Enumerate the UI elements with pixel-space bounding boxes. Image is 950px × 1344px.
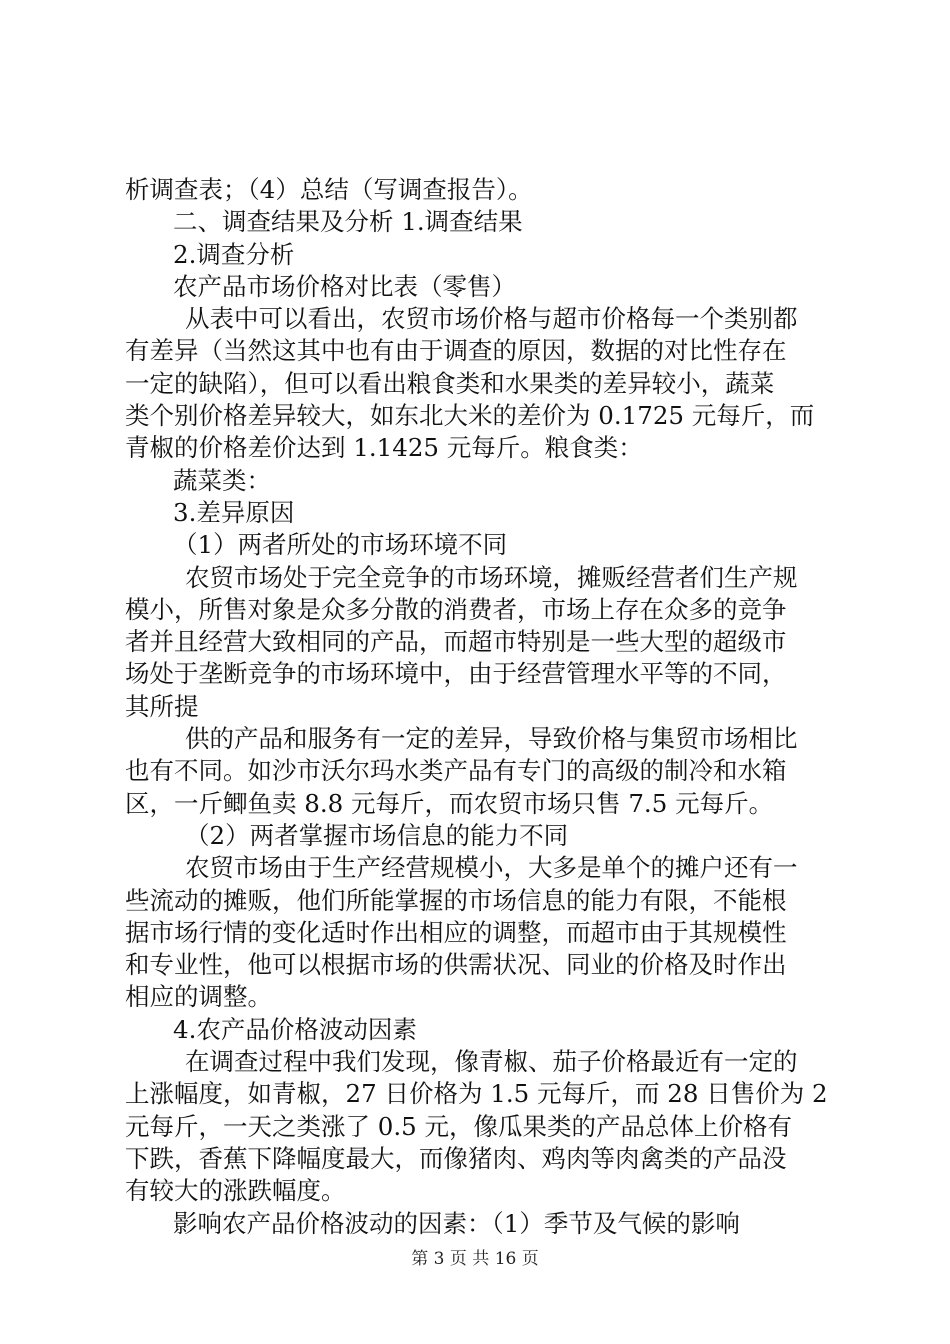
text-line: 类个别价格差异较大，如东北大米的差价为 0.1725 元每斤，而 — [125, 401, 815, 431]
text-line: 青椒的价格差价达到 1.1425 元每斤。粮食类： — [125, 433, 643, 463]
text-line: 据市场行情的变化适时作出相应的调整，而超市由于其规模性 — [125, 917, 787, 947]
text-line: 者并且经营大致相同的产品，而超市特别是一些大型的超级市 — [125, 627, 787, 657]
text-line: 农贸市场处于完全竞争的市场环境，摊贩经营者们生产规 — [185, 562, 798, 592]
text-line: 下跌，香蕉下降幅度最大，而像猪肉、鸡肉等肉禽类的产品没 — [125, 1143, 787, 1173]
text-line: 析调查表；（4）总结（写调查报告）。 — [125, 175, 533, 204]
text-line: 二、调查结果及分析 1.调查结果 — [173, 207, 523, 237]
text-line: 其所提 — [125, 691, 199, 721]
text-line: 相应的调整。 — [125, 982, 272, 1012]
text-line: 也有不同。如沙市沃尔玛水类产品有专门的高级的制冷和水箱 — [125, 756, 787, 786]
text-line: 4.农产品价格波动因素 — [173, 1014, 417, 1044]
text-line: 场处于垄断竞争的市场环境中，由于经营管理水平等的不同， — [125, 659, 787, 689]
page-footer: 第 3 页 共 16 页 — [411, 1249, 539, 1269]
text-line: 在调查过程中我们发现，像青椒、茄子价格最近有一定的 — [185, 1047, 798, 1077]
text-line: 2.调查分析 — [173, 239, 295, 269]
text-line: 供的产品和服务有一定的差异，导致价格与集贸市场相比 — [185, 724, 798, 754]
text-line: 模小，所售对象是众多分散的消费者，市场上存在众多的竞争 — [125, 594, 787, 624]
document-body — [125, 174, 835, 1240]
text-line: 和专业性，他可以根据市场的供需状况、同业的价格及时作出 — [125, 950, 787, 980]
text-line: 从表中可以看出，农贸市场价格与超市价格每一个类别都 — [185, 304, 798, 334]
text-line: 农贸市场由于生产经营规模小，大多是单个的摊户还有一 — [185, 853, 798, 883]
text-line: 上涨幅度，如青椒，27 日价格为 1.5 元每斤，而 28 日售价为 2 — [125, 1079, 828, 1109]
text-line: （1）两者所处的市场环境不同 — [173, 530, 508, 560]
text-line: 有较大的涨跌幅度。 — [125, 1176, 346, 1206]
text-line: （2）两者掌握市场信息的能力不同 — [185, 820, 569, 850]
text-line: 元每斤，一天之类涨了 0.5 元，像瓜果类的产品总体上价格有 — [125, 1111, 793, 1141]
text-line: 有差异（当然这其中也有由于调查的原因，数据的对比性存在 — [125, 336, 787, 366]
text-line: 区，一斤鲫鱼卖 8.8 元每斤，而农贸市场只售 7.5 元每斤。 — [125, 788, 774, 818]
text-line: 蔬菜类： — [173, 465, 271, 495]
text-line: 农产品市场价格对比表（零售） — [173, 271, 516, 301]
text-line: 些流动的摊贩，他们所能掌握的市场信息的能力有限，不能根 — [125, 885, 787, 915]
text-line: 3.差异原因 — [173, 497, 295, 527]
text-line: 影响农产品价格波动的因素：（1）季节及气候的影响 — [173, 1208, 740, 1238]
text-line: 一定的缺陷），但可以看出粮食类和水果类的差异较小，蔬菜 — [125, 368, 775, 398]
